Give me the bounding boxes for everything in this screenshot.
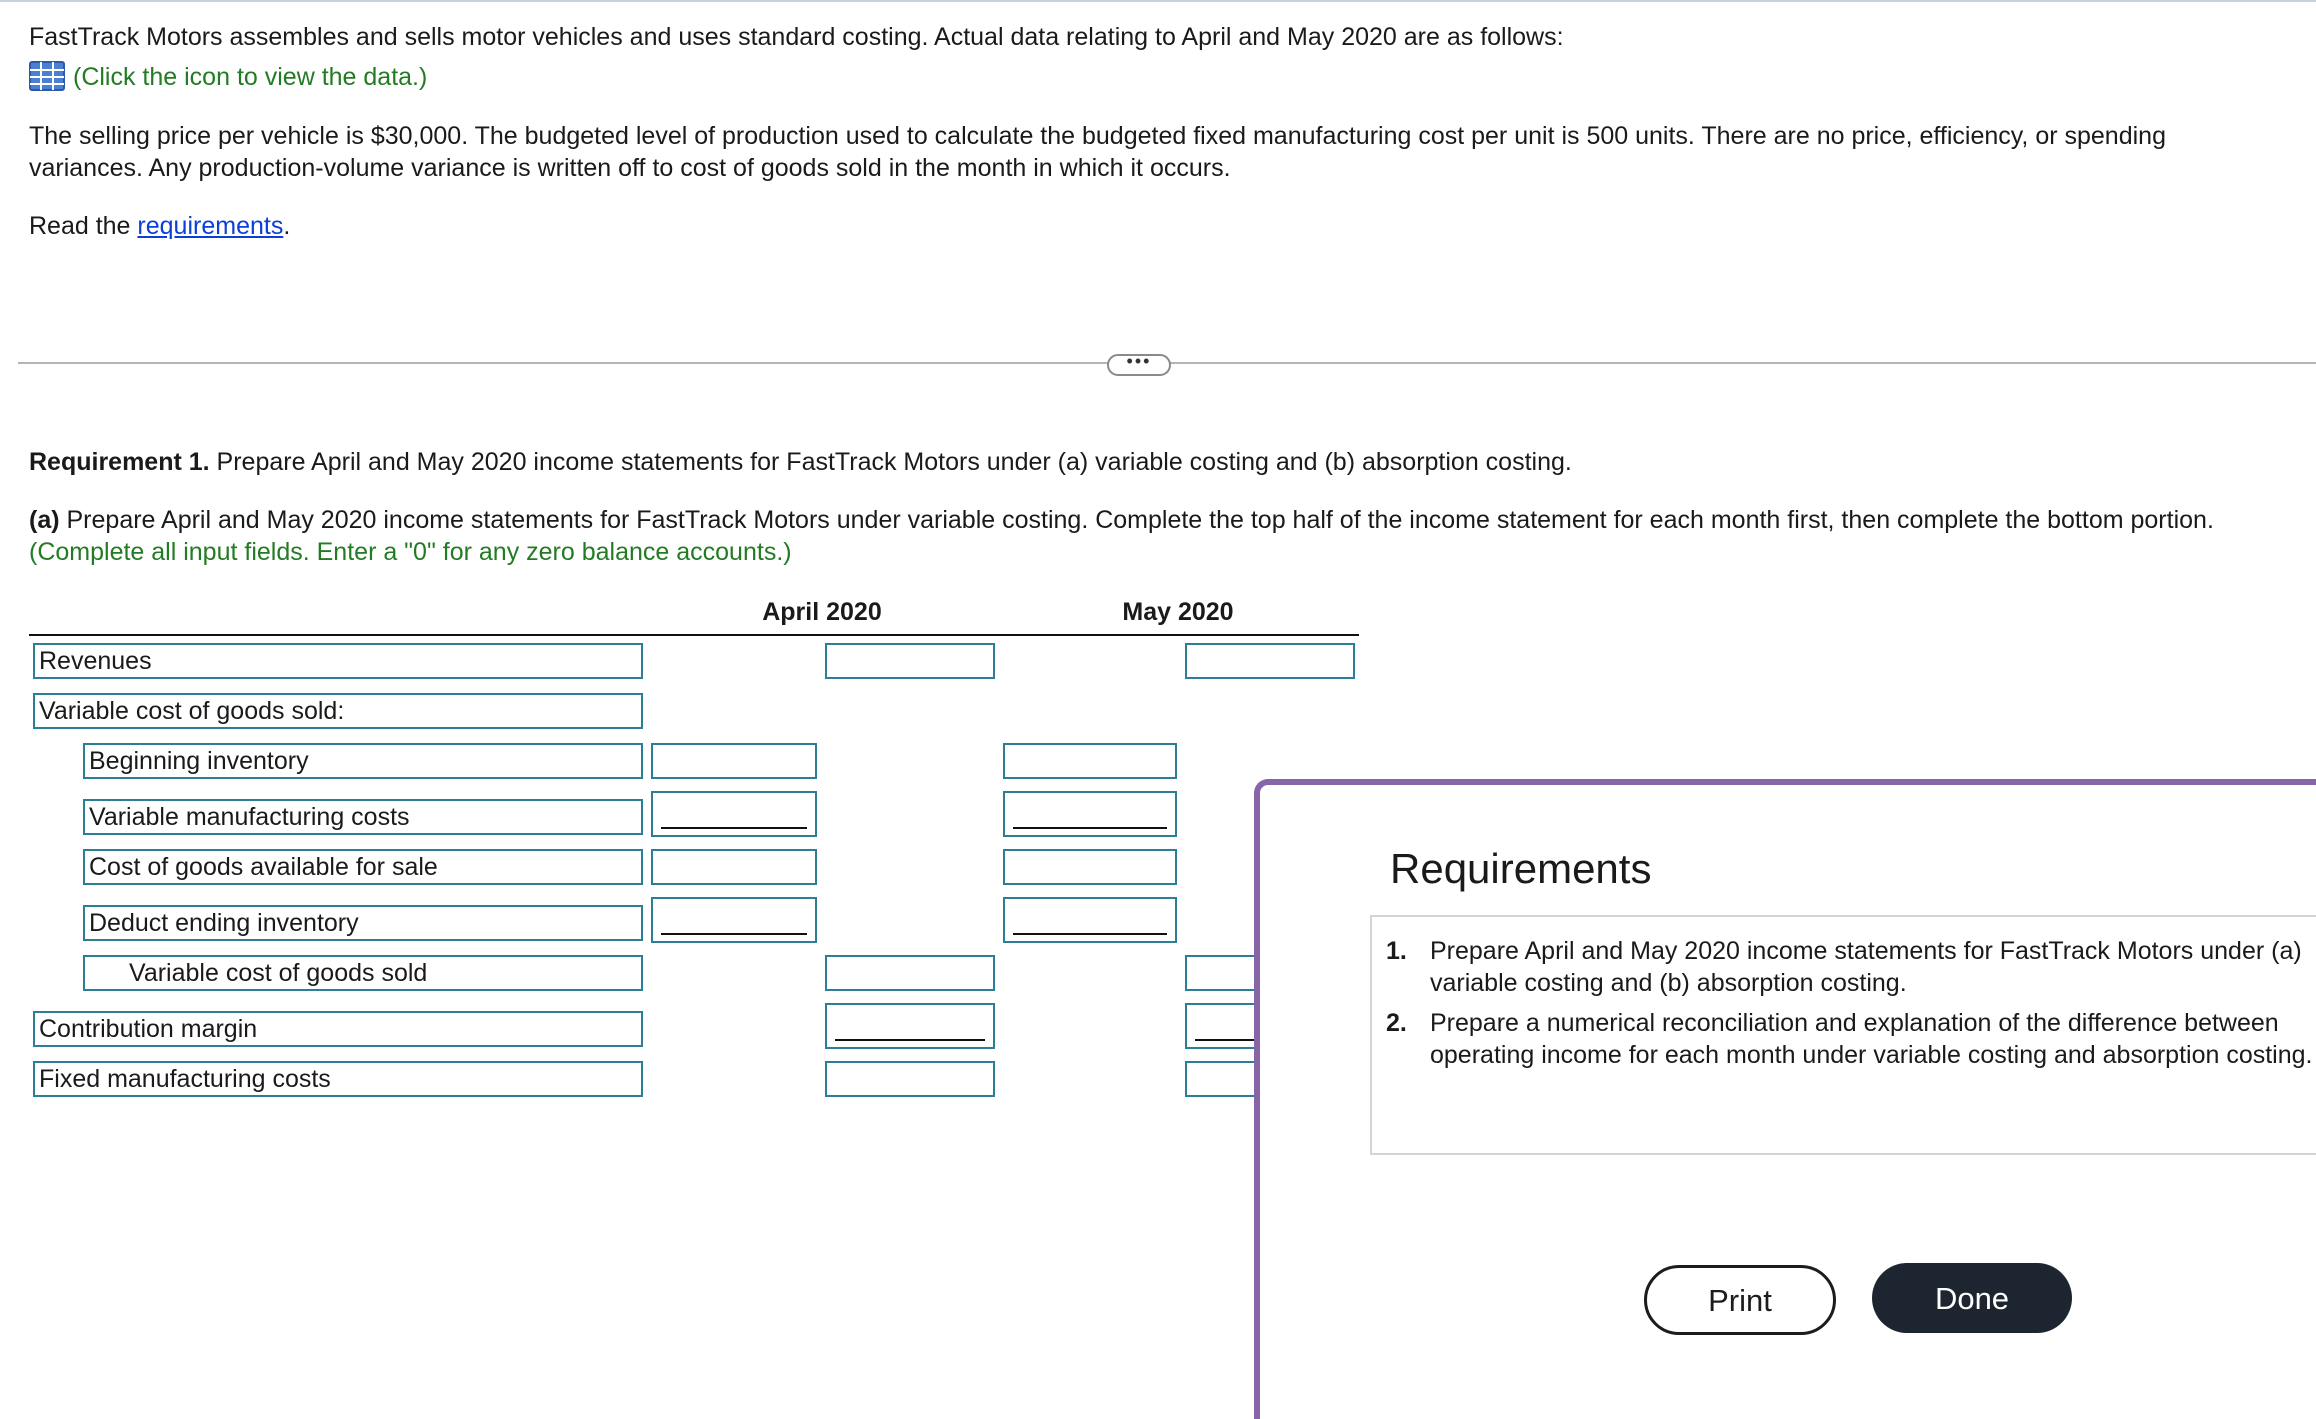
row-label-contribution-margin: Contribution margin (33, 1011, 643, 1047)
may-cost-available-input[interactable] (1003, 849, 1177, 885)
row-label-variable-cogs: Variable cost of goods sold (83, 955, 643, 991)
input-note: (Complete all input fields. Enter a "0" for any zero balance accounts.) (29, 538, 792, 566)
read-requirements-row: Read the requirements. (29, 212, 291, 240)
requirement-item (1386, 1007, 2316, 1071)
view-data-link[interactable]: (Click the icon to view the data.) (73, 63, 428, 91)
requirements-dialog (1254, 779, 2316, 1419)
april-variable-cogs-input[interactable] (825, 955, 995, 991)
dialog-title: Requirements (1390, 845, 1652, 892)
requirements-list (1386, 935, 2316, 1079)
requirement-text: Prepare a numerical reconciliation and explanation of the difference between operating income for each month under variable costing and absorption costing. (1430, 1009, 2313, 1069)
april-revenues-input[interactable] (825, 643, 995, 679)
requirements-link[interactable]: requirements (137, 212, 284, 240)
print-button[interactable]: Print (1644, 1265, 1836, 1335)
selling-price-text: The selling price per vehicle is $30,000. The budgeted level of production used to calculate the budgeted fixed manufacturing cost per unit is 500 units. There are no price, efficiency, or spending variances. Any production-volume variance is written off to cost of goods sold in the month in which it occurs. (29, 122, 2166, 182)
requirements-list-box (1370, 915, 2316, 1155)
requirement-number: 2. (1386, 1009, 1407, 1037)
requirement-number: 1. (1386, 937, 1407, 965)
done-button[interactable]: Done (1872, 1263, 2072, 1333)
april-fixed-manufacturing-input[interactable] (825, 1061, 995, 1097)
column-header-may: May 2020 (1122, 598, 1234, 626)
row-label-deduct-ending-inventory: Deduct ending inventory (83, 905, 643, 941)
may-revenues-input[interactable] (1185, 643, 1355, 679)
april-beginning-inventory-input[interactable] (651, 743, 817, 779)
april-contribution-margin-input[interactable] (825, 1003, 995, 1049)
row-label-fixed-manufacturing-costs: Fixed manufacturing costs (33, 1061, 643, 1097)
table-grid-icon[interactable] (29, 61, 65, 99)
april-ending-inventory-input[interactable] (651, 897, 817, 943)
requirement-text: Prepare April and May 2020 income statements for FastTrack Motors under (a) variable costing and (b) absorption costing. (1430, 937, 2302, 997)
top-rule (0, 0, 2316, 2)
row-label-variable-manufacturing-costs: Variable manufacturing costs (83, 799, 643, 835)
row-label-variable-cogs-header: Variable cost of goods sold: (33, 693, 643, 729)
part-a-instructions: (a) Prepare April and May 2020 income statements for FastTrack Motors under variable costing. Complete the top half of the income statement for each month first, then complete the bottom portion. (Complete all input fields. Enter a "0" for any zero balance accounts.) (29, 506, 2214, 566)
april-variable-manufacturing-input[interactable] (651, 791, 817, 837)
may-beginning-inventory-input[interactable] (1003, 743, 1177, 779)
row-label-revenues: Revenues (33, 643, 643, 679)
april-cost-available-input[interactable] (651, 849, 817, 885)
row-label-beginning-inventory: Beginning inventory (83, 743, 643, 779)
expand-more-button[interactable]: ••• (1107, 354, 1171, 376)
row-label-cost-available: Cost of goods available for sale (83, 849, 643, 885)
requirement-1-heading: Requirement 1. Prepare April and May 2020 income statements for FastTrack Motors under (a) variable costing and (b) absorption costing. (29, 448, 1572, 476)
intro-text: FastTrack Motors assembles and sells motor vehicles and uses standard costing. Actual data relating to April and May 2020 are as follows: (29, 23, 1564, 51)
data-link-row[interactable] (29, 61, 427, 99)
column-header-april: April 2020 (762, 598, 882, 626)
may-variable-manufacturing-input[interactable] (1003, 791, 1177, 837)
requirement-item (1386, 935, 2316, 999)
header-rule (29, 634, 1359, 636)
may-ending-inventory-input[interactable] (1003, 897, 1177, 943)
